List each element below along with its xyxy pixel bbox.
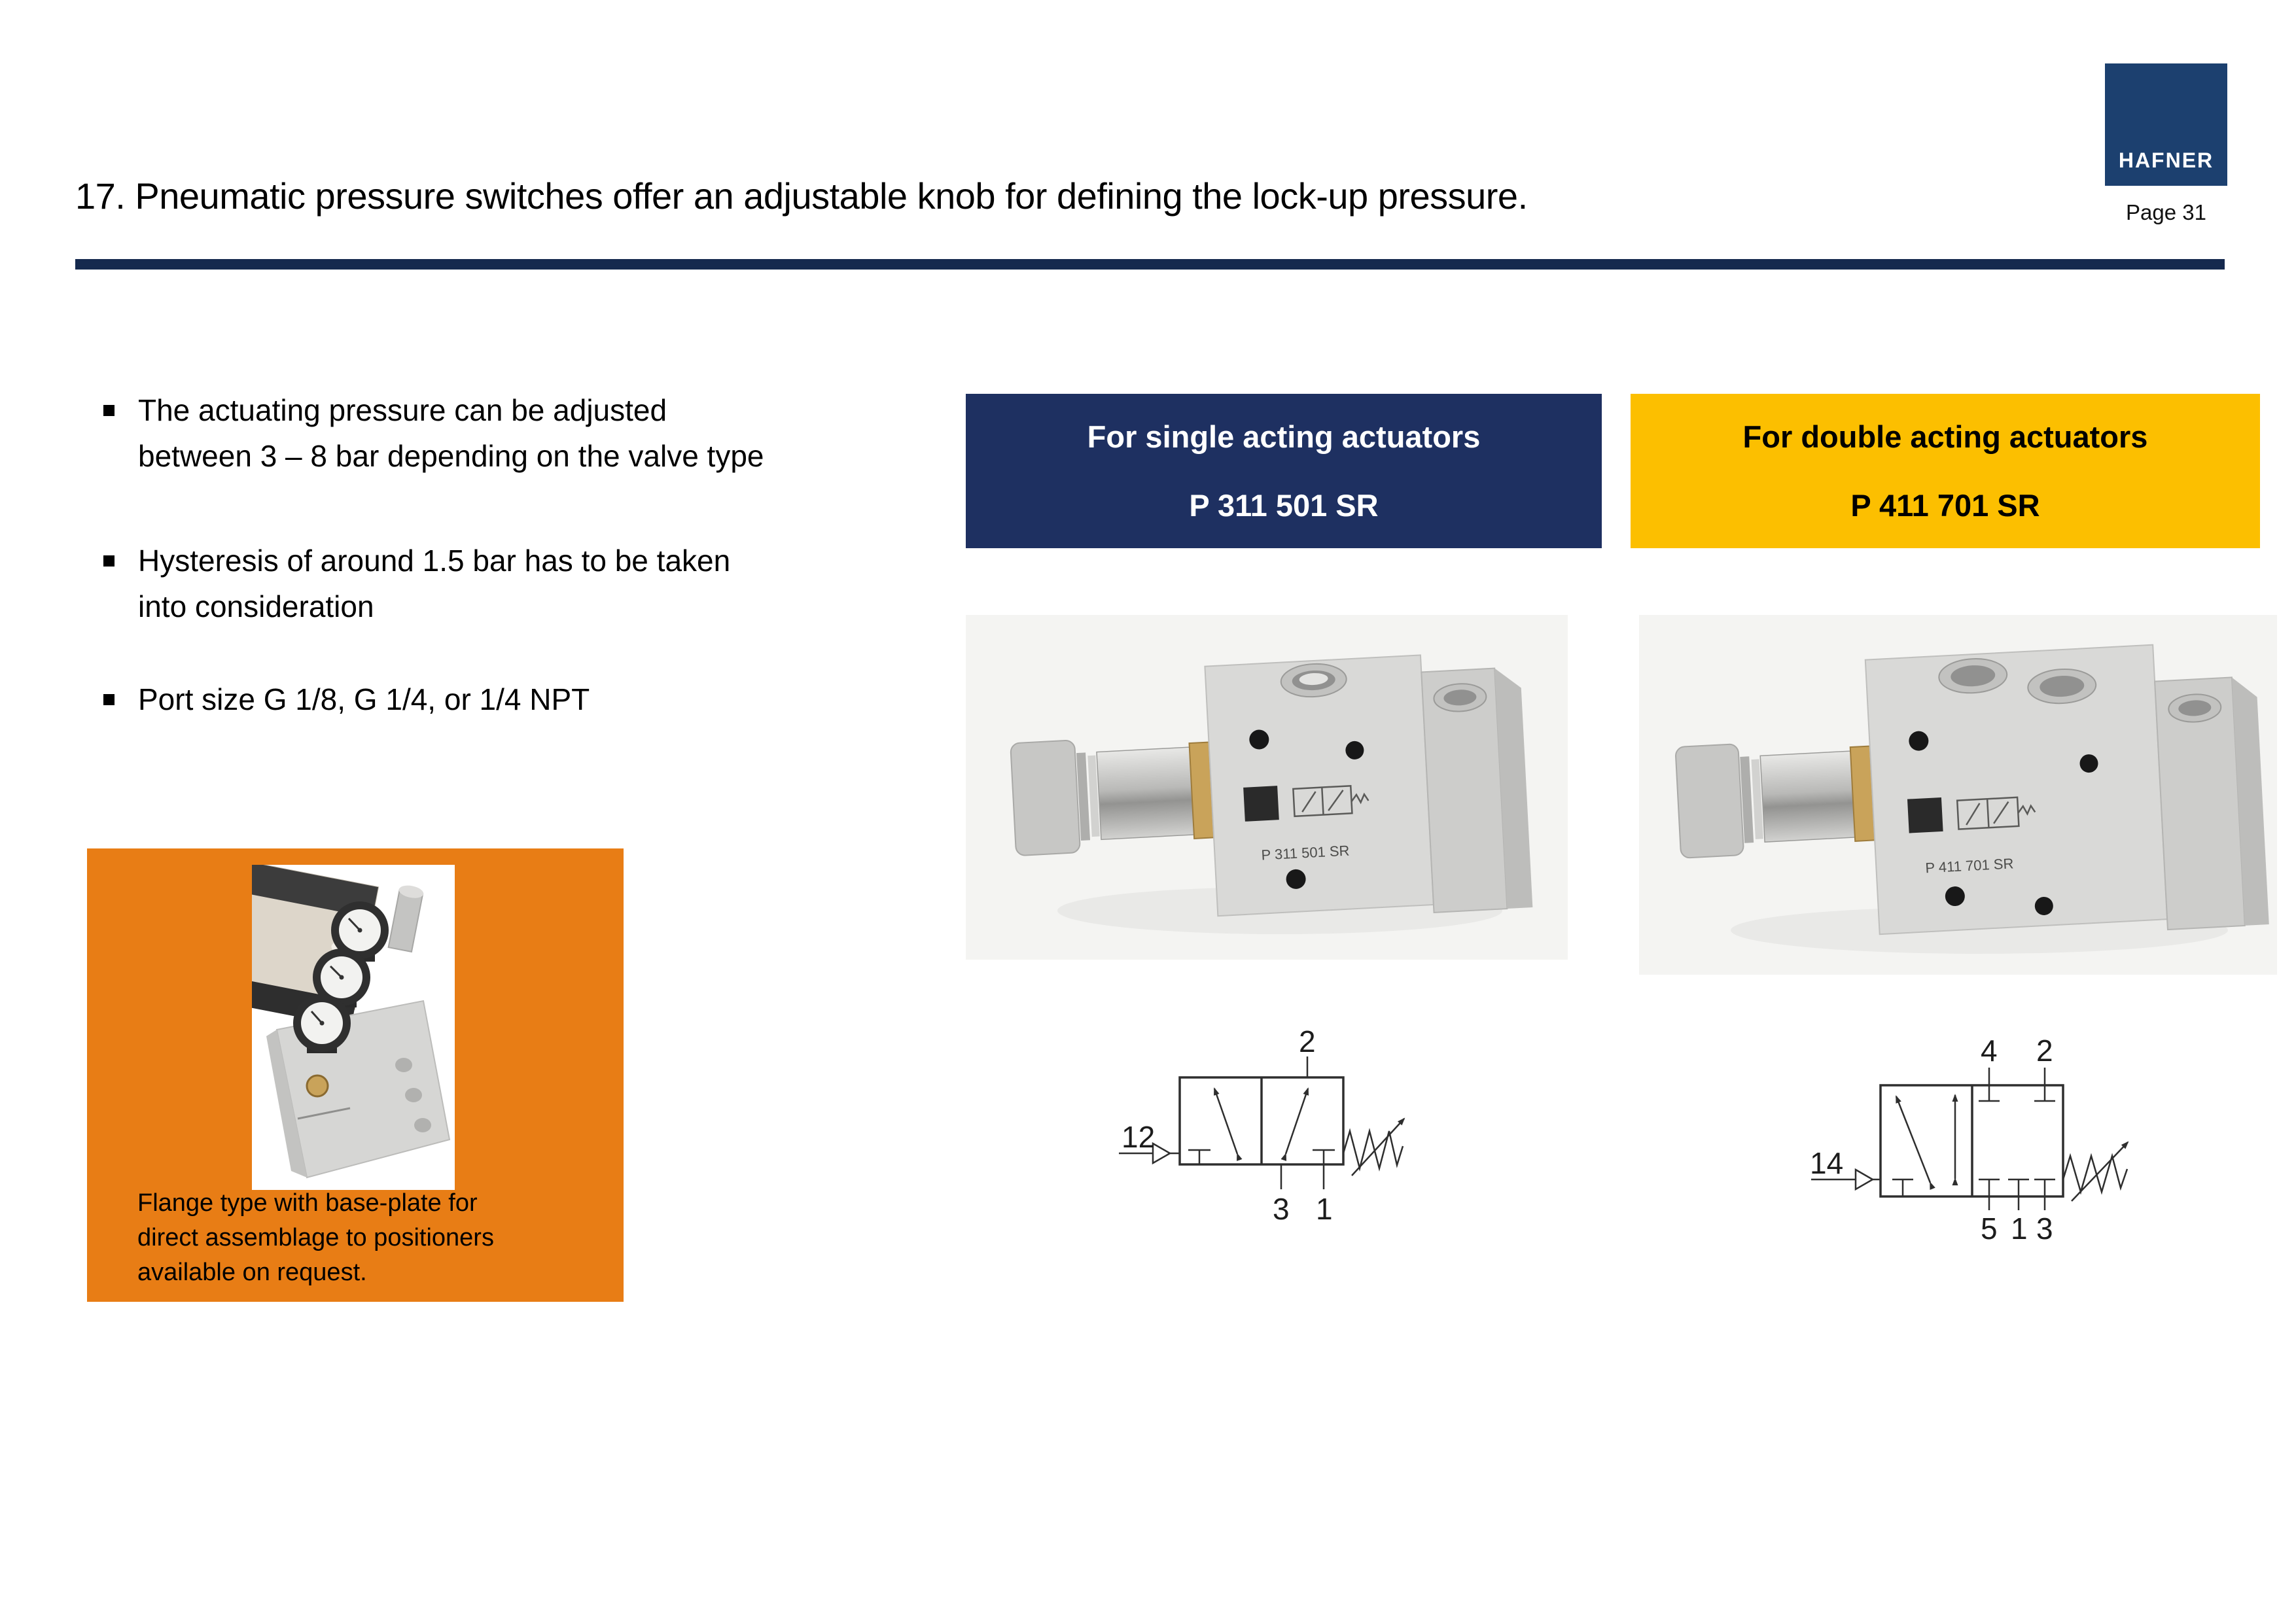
port-label-bottom: 5 <box>1981 1212 1998 1246</box>
single-acting-circuit-diagram <box>1099 1021 1466 1249</box>
port-label-bottom: 1 <box>1316 1192 1333 1226</box>
valve-symbol-5-2 <box>1793 1014 2199 1256</box>
double-acting-header: For double acting actuators <box>1742 419 2148 454</box>
bullet-square-icon <box>103 555 115 567</box>
bullet-square-icon <box>103 694 115 705</box>
bullet-item <box>103 538 980 629</box>
port-label-bottom: 3 <box>1273 1192 1290 1226</box>
flange-caption <box>137 1186 494 1290</box>
double-acting-circuit-diagram <box>1793 1014 2199 1256</box>
port-label-pilot: 12 <box>1122 1120 1156 1154</box>
bullet-text <box>138 387 764 479</box>
title-divider <box>75 259 2225 270</box>
single-acting-valve-illustration <box>966 615 1568 960</box>
bullet-text <box>138 676 590 722</box>
single-acting-header-box <box>966 394 1602 548</box>
page-number: Page 31 <box>2126 200 2206 224</box>
flange-caption-line: Flange type with base-plate for <box>137 1189 478 1217</box>
single-acting-valve-photo <box>966 615 1568 960</box>
bullet-line: The actuating pressure can be adjusted <box>138 393 667 427</box>
bullet-item <box>103 676 980 722</box>
valve-symbol-3-2 <box>1099 1021 1466 1249</box>
port-label-top: 2 <box>1299 1024 1316 1058</box>
bullet-square-icon <box>103 405 115 416</box>
flange-note-box <box>87 848 624 1302</box>
port-label-pilot: 14 <box>1810 1146 1844 1180</box>
valve-print-model: P 411 701 SR <box>1924 855 2014 877</box>
flange-caption-line: direct assemblage to positioners <box>137 1224 494 1251</box>
bullet-line: into consideration <box>138 589 374 623</box>
flange-caption-line: available on request. <box>137 1259 367 1286</box>
single-acting-model: P 311 501 SR <box>1189 488 1379 523</box>
valve-print-model: P 311 501 SR <box>1260 842 1351 864</box>
positioner-photo <box>252 865 455 1190</box>
positioner-illustration <box>252 865 455 1190</box>
bullet-text <box>138 538 730 629</box>
bullet-line: Port size G 1/8, G 1/4, or 1/4 NPT <box>138 682 590 716</box>
port-label-bottom: 1 <box>2011 1212 2028 1246</box>
single-acting-header: For single acting actuators <box>1087 419 1481 454</box>
double-acting-valve-illustration <box>1639 615 2277 975</box>
port-label-top: 4 <box>1981 1034 1998 1068</box>
bullet-line: between 3 – 8 bar depending on the valve type <box>138 439 764 473</box>
bullet-list <box>103 387 980 722</box>
bullet-item <box>103 387 980 479</box>
hafner-logo-text: HAFNER <box>2118 148 2214 172</box>
port-label-top: 2 <box>2036 1034 2053 1068</box>
double-acting-valve-photo <box>1639 615 2277 975</box>
double-acting-header-box <box>1631 394 2260 548</box>
bullet-line: Hysteresis of around 1.5 bar has to be taken <box>138 544 731 578</box>
double-acting-model: P 411 701 SR <box>1850 488 2040 523</box>
page-title: 17. Pneumatic pressure switches offer an adjustable knob for defining the lock-up pressure. <box>75 175 1528 217</box>
hafner-logo <box>2105 63 2227 186</box>
port-label-bottom: 3 <box>2036 1212 2053 1246</box>
